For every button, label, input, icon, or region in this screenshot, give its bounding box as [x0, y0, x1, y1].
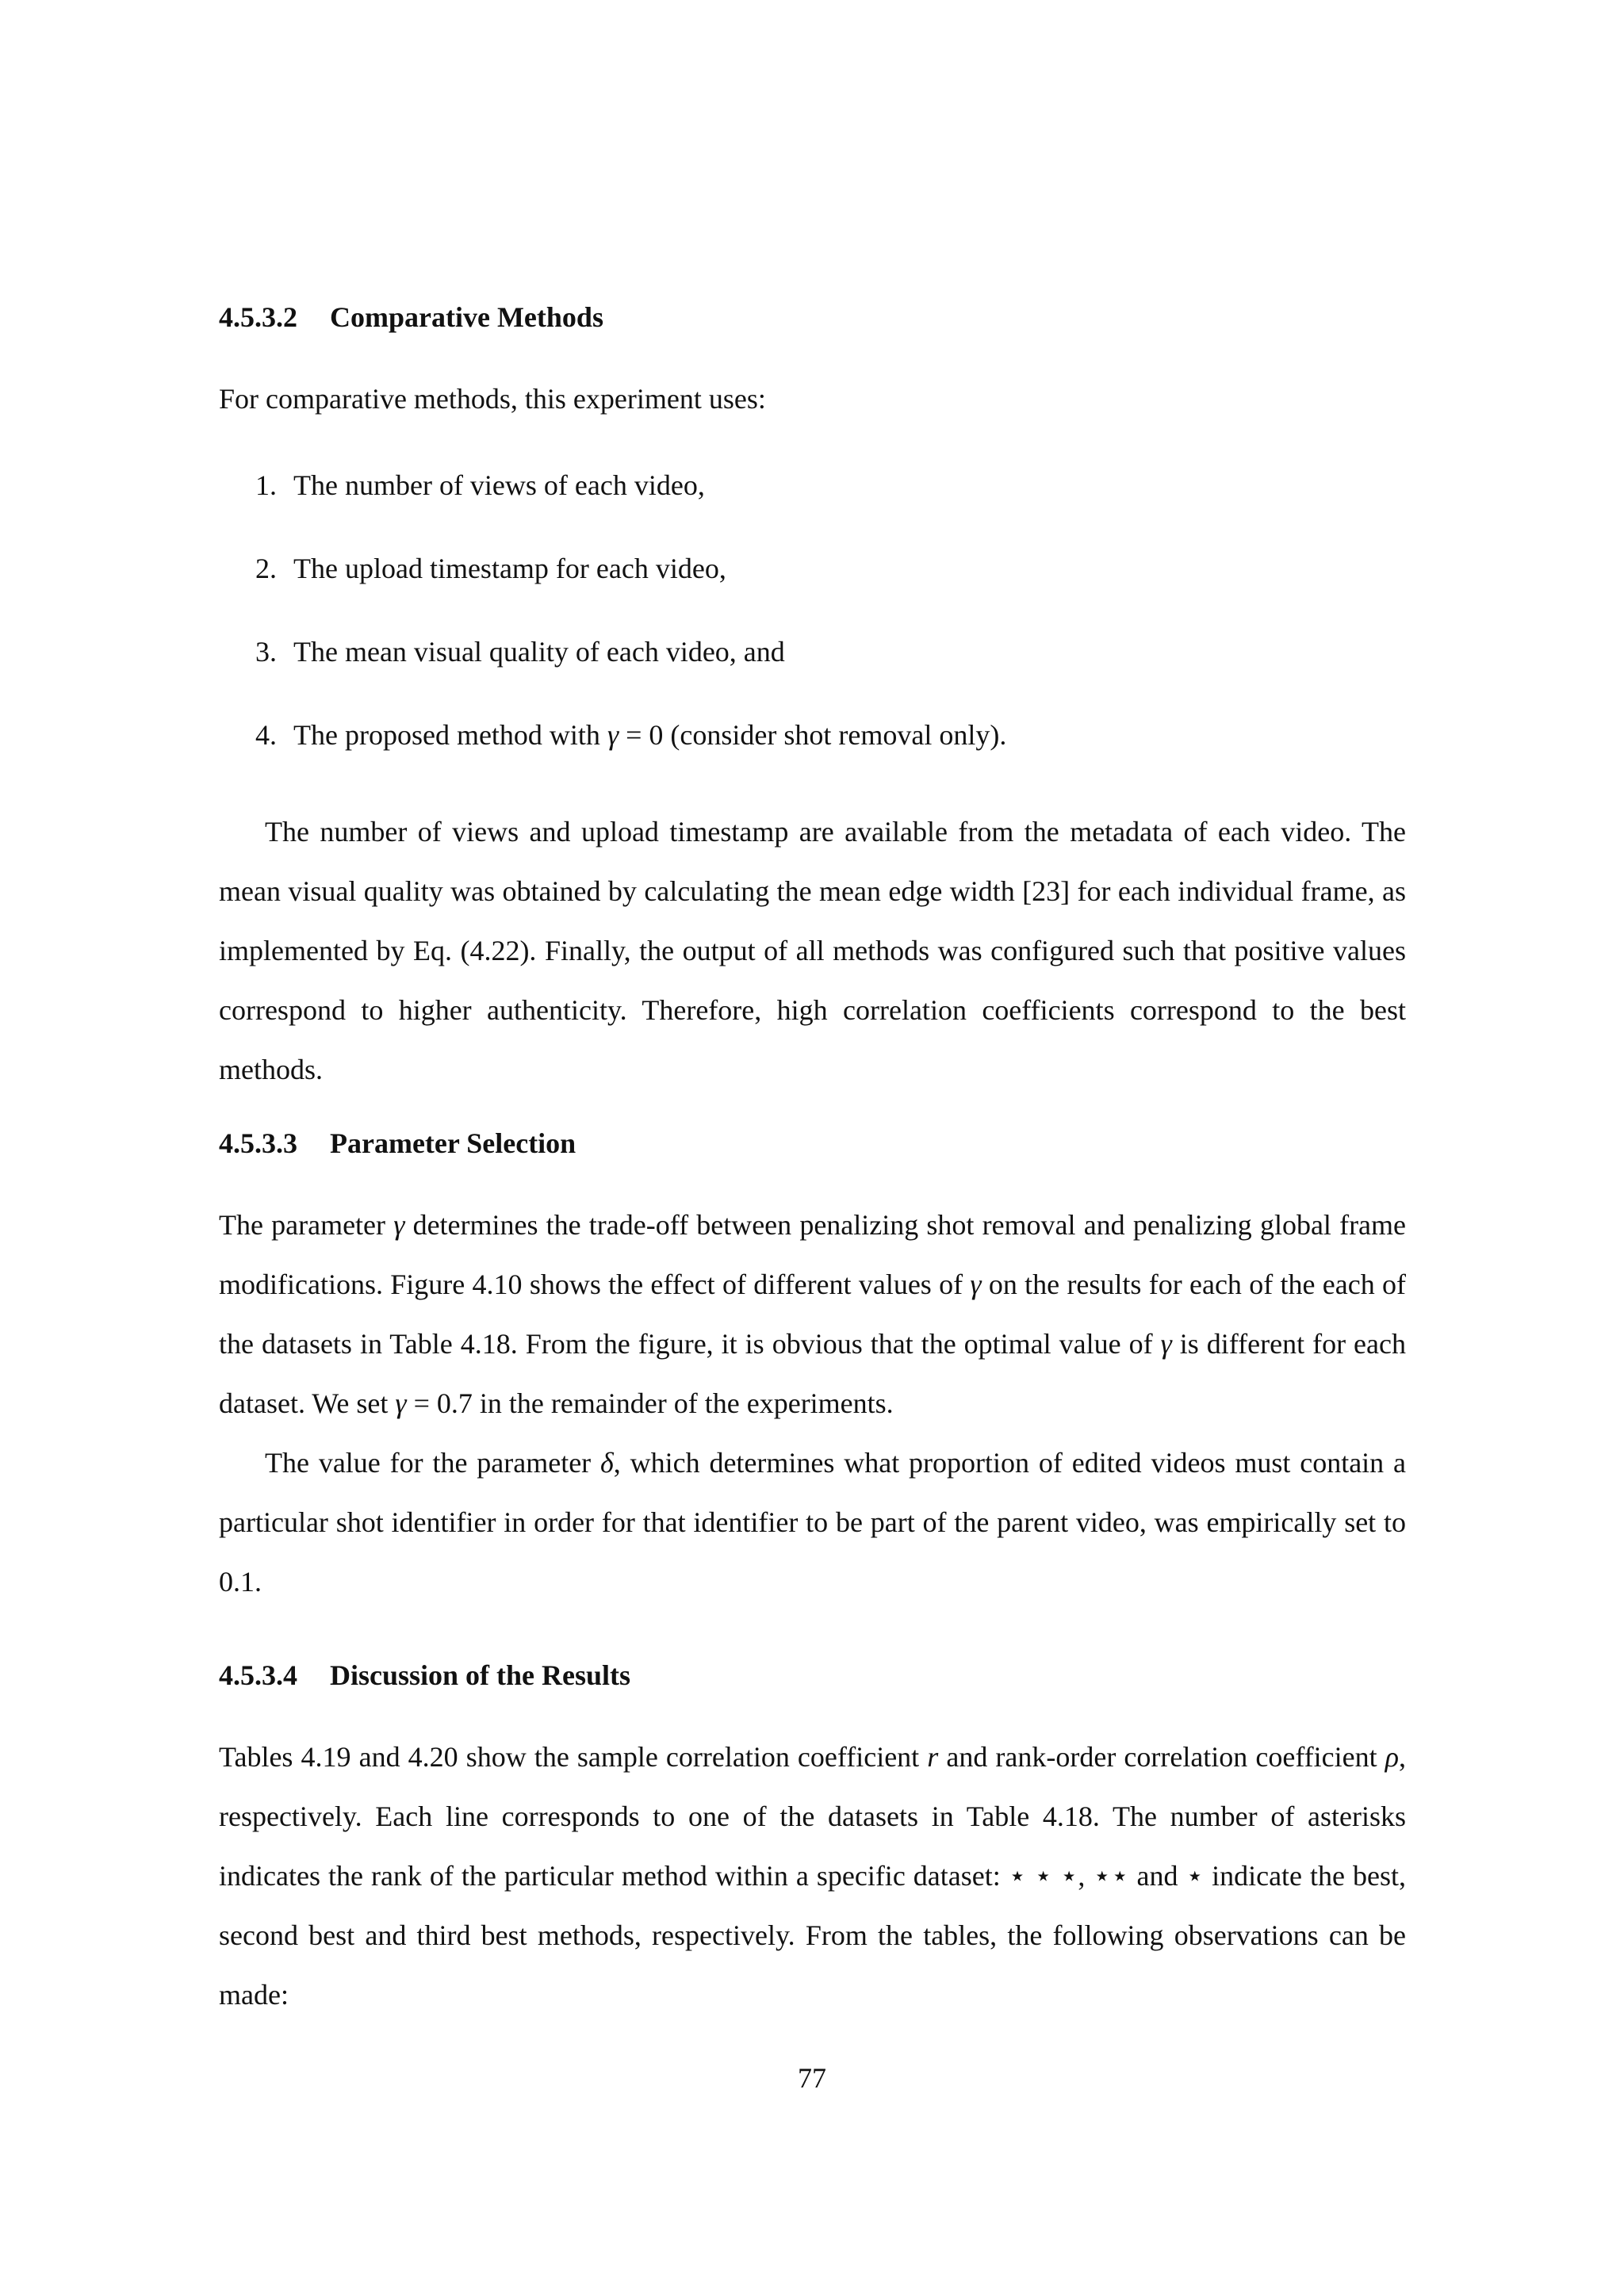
parameter-paragraph-2: The value for the parameter δ, which determines what proportion of edited videos must contain a particular shot identifier in order for that identifier to be part of the parent video, was empirically set to 0.1.: [219, 1447, 1407, 1598]
gamma-symbol: γ: [607, 719, 619, 751]
one-star: ⋆: [1185, 1860, 1205, 1892]
section-number: 4.5.3.4: [219, 1659, 297, 1691]
comparative-paragraph: The number of views and upload timestamp are available from the metadata of each video. The mean visual quality was obtained by calculating the mean edge width [23] for each individual frame, as implemented by Eq. (4.22). Finally, the output of all methods was configured such that positive values correspond to higher authenticity. Therefore, high correlation coefficients correspond to the best methods.: [219, 816, 1406, 1085]
section-number: 4.5.3.3: [219, 1127, 297, 1159]
section-title: Parameter Selection: [330, 1127, 576, 1159]
list-item: 2. The upload timestamp for each video,: [255, 553, 726, 584]
three-stars: ⋆ ⋆ ⋆: [1008, 1860, 1078, 1892]
list-item: 4. The proposed method with γ = 0 (consider shot removal only).: [255, 719, 1007, 751]
parameter-paragraph-1: The parameter γ determines the trade-off between penalizing shot removal and penalizing global frame modifications. Figure 4.10 shows the effect of different values of γ on the results for each of the each of the datasets in Table 4.18. From the figure, it is obvious that the optimal value of γ is different for each dataset. We set γ = 0.7 in the remainder of the experiments.: [219, 1209, 1407, 1419]
two-stars: ⋆⋆: [1093, 1860, 1129, 1892]
discussion-paragraph: Tables 4.19 and 4.20 show the sample correlation coefficient r and rank-order correlation coefficient ρ, respectively. Each line corresponds to one of the datasets in Table 4.18. The number of asterisks indicates the rank of the particular method within a specific dataset: ⋆ ⋆ ⋆, ⋆⋆ and ⋆ indicate the best, second best and third best methods, respectively. From the tables, the following observations can be made:: [219, 1741, 1407, 2011]
section-heading-discussion: [219, 1658, 630, 1693]
page-number: 77: [798, 2062, 826, 2094]
list-item: 1. The number of views of each video,: [255, 469, 705, 501]
section-heading-parameter-selection: [219, 1126, 576, 1161]
section-heading-comparative-methods: [219, 300, 603, 335]
section-title: Discussion of the Results: [330, 1659, 631, 1691]
list-item: 3. The mean visual quality of each video, and: [255, 636, 785, 668]
section-number: 4.5.3.2: [219, 301, 297, 333]
section-title: Comparative Methods: [330, 301, 603, 333]
intro-paragraph: For comparative methods, this experiment uses:: [219, 383, 766, 415]
